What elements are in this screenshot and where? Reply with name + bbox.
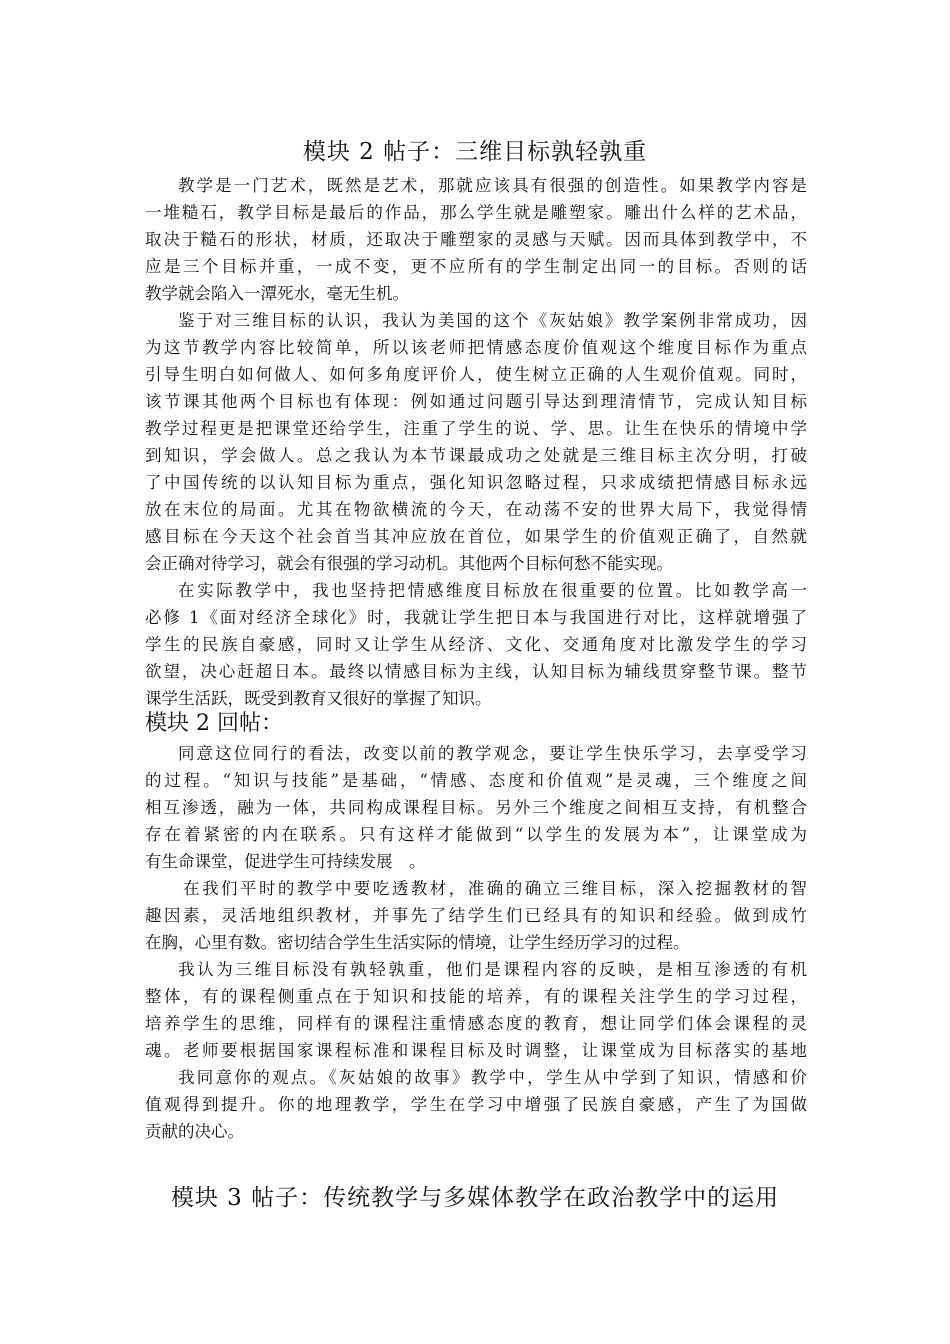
text-line: 应是三个目标并重，一成不变，更不应所有的学生制定出同一的目标。否则的话 bbox=[145, 257, 807, 276]
text-line: 放在末位的局面。尤其在物欲横流的今天，在动荡不安的世界大局下，我觉得情 bbox=[145, 500, 807, 519]
text-line: 趣因素，灵活地组织教材，并事先了结学生们已经具有的知识和经验。做到成竹 bbox=[145, 906, 807, 925]
text-line: 教学就会陷入一潭死水，毫无生机。 bbox=[145, 284, 409, 303]
text-line: 教学过程更是把课堂还给学生，注重了学生的说、学、思。让生在快乐的情境中学 bbox=[145, 419, 807, 438]
text-line: 值观得到提升。你的地理教学，学生在学习中增强了民族自豪感，产生了为国做 bbox=[145, 1095, 807, 1114]
text-line: 我认为三维目标没有孰轻孰重，他们是课程内容的反映，是相互渗透的有机 bbox=[178, 960, 807, 979]
text-line: 的过程。“知识与技能”是基础，“情感、态度和价值观”是灵魂，三个维度之间 bbox=[145, 771, 807, 790]
text-line: 教学是一门艺术，既然是艺术，那就应该具有很强的创造性。如果教学内容是 bbox=[178, 176, 807, 195]
text-line: 该节课其他两个目标也有体现：例如通过问题引导达到理清情节，完成认知目标 bbox=[145, 392, 807, 411]
text-line: 整体，有的课程侧重点在于知识和技能的培养，有的课程关注学生的学习过程， bbox=[145, 987, 807, 1006]
text-line: 同意这位同行的看法，改变以前的教学观念，要让学生快乐学习，去享受学习 bbox=[178, 744, 807, 763]
text-line: 取决于糙石的形状，材质，还取决于雕塑家的灵感与天赋。因而具体到教学中，不 bbox=[145, 230, 807, 249]
text-line: 欲望，决心赶超日本。最终以情感目标为主线，认知目标为辅线贯穿整节课。整节 bbox=[145, 662, 807, 681]
module3-post-title: 模块 3 帖子：传统教学与多媒体教学在政治教学中的运用 bbox=[170, 1185, 780, 1211]
text-line: 课学生活跃，既受到教育又很好的掌握了知识。 bbox=[145, 689, 492, 708]
module2-reply-body bbox=[145, 740, 807, 1145]
text-line: 有生命课堂，促进学生可持续发展 。 bbox=[145, 852, 426, 871]
text-line: 了中国传统的以认知目标为重点，强化知识忽略过程，只求成绩把情感目标永远 bbox=[145, 473, 807, 492]
text-line: 在我们平时的教学中要吃透教材，准确的确立三维目标，深入挖掘教材的智 bbox=[183, 879, 807, 898]
text-line: 鉴于对三维目标的认识，我认为美国的这个《灰姑娘》教学案例非常成功，因 bbox=[178, 311, 807, 330]
text-line: 为这节教学内容比较简单，所以该老师把情感态度价值观这个维度目标作为重点 bbox=[145, 338, 807, 357]
text-line: 存在着紧密的内在联系。只有这样才能做到“以学生的发展为本”，让课堂成为 bbox=[145, 825, 807, 844]
text-line: 引导生明白如何做人、如何多角度评价人，使生树立正确的人生观价值观。同时， bbox=[145, 365, 807, 384]
text-line: 贡献的决心。 bbox=[145, 1122, 244, 1141]
text-line: 培养学生的思维，同样有的课程注重情感态度的教育，想让同学们体会课程的灵 bbox=[145, 1014, 807, 1033]
text-line: 在实际教学中，我也坚持把情感维度目标放在很重要的位置。比如教学高一 bbox=[178, 581, 807, 600]
text-line: 学生的民族自豪感，同时又让学生从经济、文化、交通角度对比激发学生的学习 bbox=[145, 635, 807, 654]
text-line: 必修 1《面对经济全球化》时，我就让学生把日本与我国进行对比，这样就增强了 bbox=[145, 608, 807, 627]
text-line: 在胸，心里有数。密切结合学生生活实际的情境，让学生经历学习的过程。 bbox=[145, 933, 690, 952]
module2-post-body bbox=[145, 172, 807, 712]
text-line: 到知识，学会做人。总之我认为本节课最成功之处就是三维目标主次分明，打破 bbox=[145, 446, 807, 465]
text-line: 感目标在今天这个社会首当其冲应放在首位，如果学生的价值观正确了，自然就 bbox=[145, 527, 807, 546]
text-line: 我同意你的观点。《灰姑娘的故事》教学中，学生从中学到了知识，情感和价 bbox=[178, 1068, 807, 1087]
text-line: 一堆糙石，教学目标是最后的作品，那么学生就是雕塑家。雕出什么样的艺术品， bbox=[145, 203, 807, 222]
module2-reply-title: 模块 2 回帖： bbox=[145, 711, 283, 736]
text-line: 会正确对待学习，就会有很强的学习动机。其他两个目标何愁不能实现。 bbox=[145, 554, 673, 573]
text-line: 相互渗透，融为一体，共同构成课程目标。另外三个维度之间相互支持，有机整合 bbox=[145, 798, 807, 817]
module2-post-title: 模块 2 帖子：三维目标孰轻孰重 bbox=[302, 139, 648, 165]
text-line: 魂。老师要根据国家课程标准和课程目标及时调整，让课堂成为目标落实的基地 bbox=[145, 1041, 807, 1060]
